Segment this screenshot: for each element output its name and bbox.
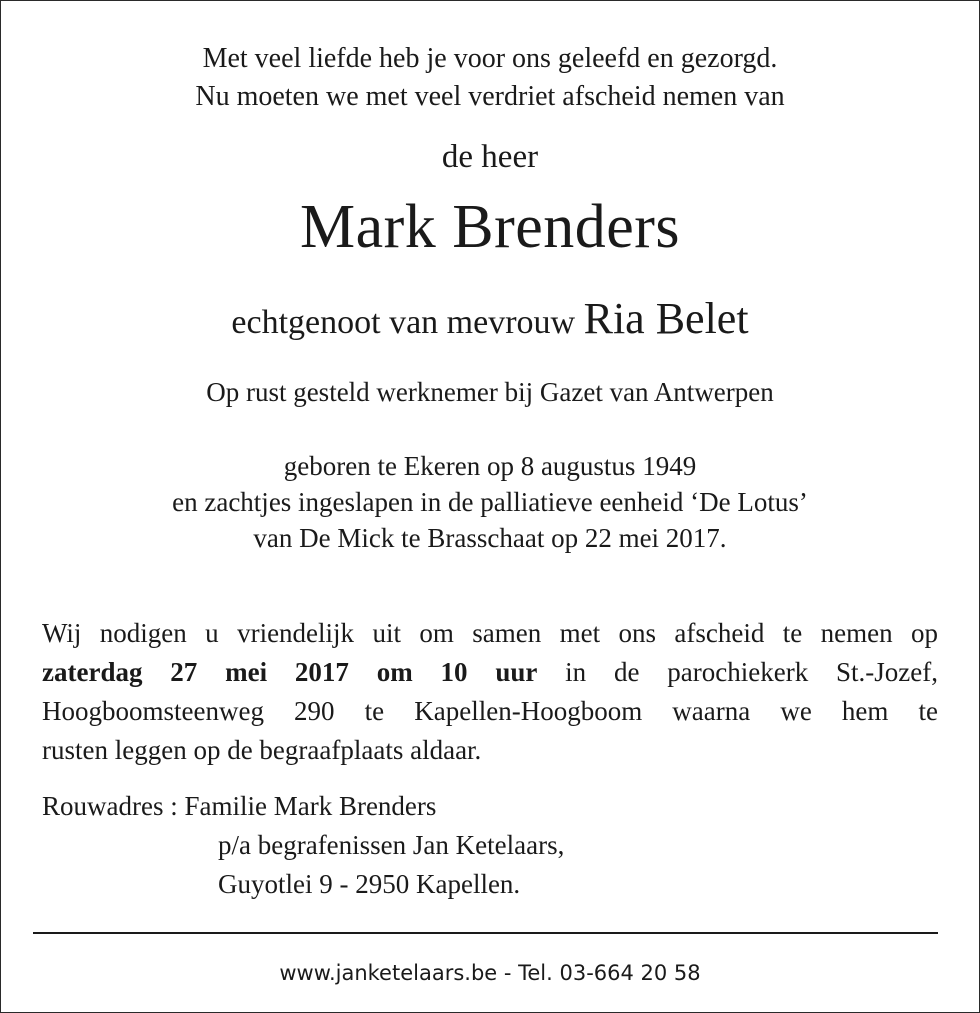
ceremony-location: in de parochiekerk St.-Jozef, [537, 657, 938, 687]
birth-line: geboren te Ekeren op 8 augustus 1949 [283, 451, 697, 481]
intro-line-2: Nu moeten we met veel verdriet afscheid nemen van [195, 81, 785, 112]
deceased-name: Mark Brenders [299, 193, 681, 261]
address-line-2: p/a begrafenissen Jan Ketelaars, [218, 830, 565, 860]
divider [33, 932, 938, 934]
invitation-paragraph [42, 614, 938, 770]
address-line-1: Rouwadres : Familie Mark Brenders [42, 791, 437, 821]
occupation: Op rust gesteld werknemer bij Gazet van Antwerpen [206, 377, 774, 407]
intro-line-1: Met veel liefde heb je voor ons geleefd en gezorgd. [202, 43, 778, 74]
death-place-line: van De Mick te Brasschaat op 22 mei 2017. [253, 523, 727, 553]
ceremony-date: zaterdag 27 mei 2017 om 10 uur [42, 657, 538, 687]
intro-text [0, 40, 980, 116]
invitation-line-4: rusten leggen op de begraafplaats aldaar. [42, 735, 482, 765]
spouse-name: Ria Belet [583, 294, 749, 343]
invitation-line-3: Hoogboomsteenweg 290 te Kapellen-Hoogboom waarna we hem te [42, 696, 938, 726]
death-line: en zachtjes ingeslapen in de palliatieve eenheid ‘De Lotus’ [172, 487, 808, 517]
invitation-line-2 [42, 653, 938, 692]
title-prefix: de heer [441, 139, 539, 175]
footer-contact: www.janketelaars.be - Tel. 03-664 20 58 [279, 961, 701, 985]
mourning-address [42, 787, 564, 904]
spouse-prefix: echtgenoot van mevrouw [231, 304, 576, 341]
address-line-3: Guyotlei 9 - 2950 Kapellen. [218, 869, 521, 899]
birth-death-text [0, 448, 980, 556]
invitation-line-1: Wij nodigen u vriendelijk uit om samen met ons afscheid te nemen op [42, 618, 938, 648]
spouse-line [0, 294, 980, 348]
